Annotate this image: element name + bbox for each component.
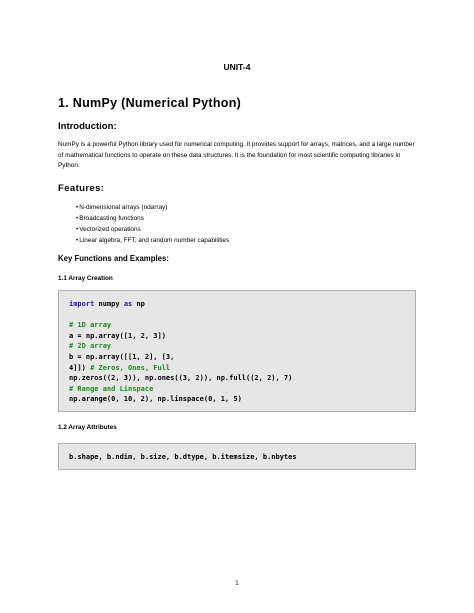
- code-line-import: [69, 299, 405, 310]
- feature-item: • N-dimensional arrays (ndarray): [76, 202, 229, 213]
- array-attributes-code-block: [58, 443, 416, 470]
- features-heading: Features:: [58, 183, 105, 194]
- code-comment: # Zeros, Ones, Full: [90, 363, 171, 372]
- feature-item: • Linear algebra, FFT, and random number capabilities: [76, 235, 229, 246]
- feature-item: • Vectorized operations: [76, 224, 229, 235]
- code-line: b = np.array([[1, 2], [3,: [69, 352, 175, 361]
- code-keyword-import: import: [69, 300, 95, 308]
- section-title: 1. NumPy (Numerical Python): [58, 96, 242, 110]
- page-number: 1: [235, 580, 239, 587]
- array-creation-code-block: [58, 290, 416, 412]
- array-attributes-heading: 1.2 Array Attributes: [58, 424, 117, 431]
- feature-item: • Broadcasting functions: [76, 213, 229, 224]
- array-creation-heading: 1.1 Array Creation: [58, 275, 113, 282]
- key-functions-heading: Key Functions and Examples:: [58, 254, 169, 263]
- code-line: b.shape, b.ndim, b.size, b.dtype, b.itemsize, b.nbytes: [69, 453, 297, 461]
- code-module-name: numpy: [94, 300, 124, 308]
- unit-header: UNIT-4: [223, 62, 251, 72]
- code-line: np.zeros((2, 3)), np.ones((3, 2)), np.full((2, 2), 7): [69, 374, 293, 383]
- code-alias: np: [132, 300, 145, 308]
- code-line: 4]]): [69, 363, 91, 372]
- code-comment: # 1D array: [69, 321, 112, 330]
- code-line: a = np.array([1, 2, 3]): [69, 331, 166, 340]
- features-list: [76, 202, 229, 246]
- code-comment: # Range and Linspace: [69, 384, 154, 393]
- code-comment: # 2D array: [69, 342, 112, 351]
- code-line-with-comment: [69, 363, 405, 374]
- code-line: np.arange(0, 10, 2), np.linspace(0, 1, 5): [69, 395, 242, 404]
- introduction-heading: Introduction:: [58, 121, 117, 132]
- introduction-paragraph: NumPy is a powerful Python library used for numerical computing. It provides support for arrays, matrices, and a large number of mathematical functions to operate on these data structures. It is the foundation for most scientific computing libraries in Python.: [58, 141, 415, 169]
- code-keyword-as: as: [123, 300, 133, 308]
